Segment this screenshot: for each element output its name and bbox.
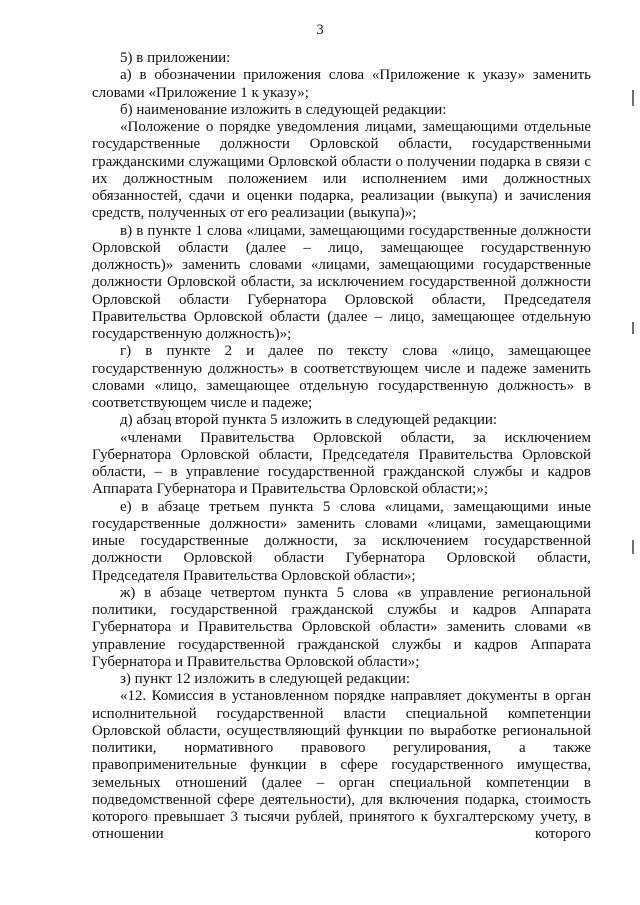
paragraph-subitem-d: д) абзац второй пункта 5 изложить в следующей редакции:	[120, 412, 498, 429]
paragraph-subitem-b: б) наименование изложить в следующей редакции:	[120, 101, 447, 118]
paragraph-item-5: 5) в приложении:	[120, 50, 231, 66]
page-number: 3	[316, 22, 324, 38]
paragraph-quote-title: «Положение о порядке уведомления лицами, замещающими отдельные государственные должности Орловской области, государственными гражданскими служащими Орловской области о получении подарка в связи с их должностным положением или исполнением ими должностных обязанностей, сдачи и оценки подарка, реализации (выкупа) и зачисления средств, полученных от его реализации (выкупа)»;	[92, 119, 591, 222]
paragraph-quote-members: «членами Правительства Орловской области, за исключением Губернатора Орловской области, Председателя Правительства Орловской области, – в управление государственной гражданской службы и кадров Аппарата Губернатора и Правительства Орловской области;»;	[92, 429, 591, 498]
paragraph-subitem-v: в) в пункте 1 слова «лицами, замещающими государственные должности Орловской области (далее – лицо, замещающее государственную должность)» заменить словами «лицами, замещающими государственные должности Орловской области, за исключением государственной должности Орловской области Губернатора Орловской области, Председателя Правительства Орловской области (далее – лицо, замещающее отдельную государственную должность)»;	[92, 222, 591, 342]
paragraph-subitem-zh: ж) в абзаце четвертом пункта 5 слова «в управление региональной политики, государственной гражданской службы и кадров Аппарата Губернатора и Правительства Орловской области» заменить словами «в управление государственной гражданской службы и кадров Аппарата Губернатора и Правительства Орловской области»;	[92, 584, 591, 670]
scan-edge-mark	[632, 540, 634, 554]
paragraph-subitem-z: з) пункт 12 изложить в следующей редакции:	[120, 671, 411, 687]
paragraph-subitem-e: е) в абзаце третьем пункта 5 слова «лицами, замещающими иные государственные должности» заменить словами «лицами, замещающими иные государственные должности, за исключением государственной должности Орловской области Губернатора Орловской области, Председателя Правительства Орловской области»;	[92, 498, 591, 584]
scan-edge-mark	[632, 90, 634, 106]
document-body	[92, 50, 591, 844]
paragraph-subitem-a: а) в обозначении приложения слова «Приложение к указу» заменить словами «Приложение 1 к указу»;	[92, 67, 591, 101]
paragraph-quote-item-12: «12. Комиссия в установленном порядке направляет документы в орган исполнительной государственной власти специальной компетенции Орловской области, осуществляющий функции по выработке региональной политики, нормативного правового регулирования, а также правоприменительные функции в сфере государственного имущества, земельных отношений (далее – орган специальной компетенции в подведомственной сфере деятельности), для включения подарка, стоимость которого превышает 3 тысячи рублей, принятого к бухгалтерскому учету, в отношении которого	[92, 688, 591, 843]
paragraph-subitem-g: г) в пункте 2 и далее по тексту слова «лицо, замещающее государственную должность» в соответствующем числе и падеже заменить словами «лицо, замещающее отдельную государственную должность» в соответствующем числе и падеже;	[92, 343, 591, 411]
scan-edge-mark	[632, 322, 634, 334]
